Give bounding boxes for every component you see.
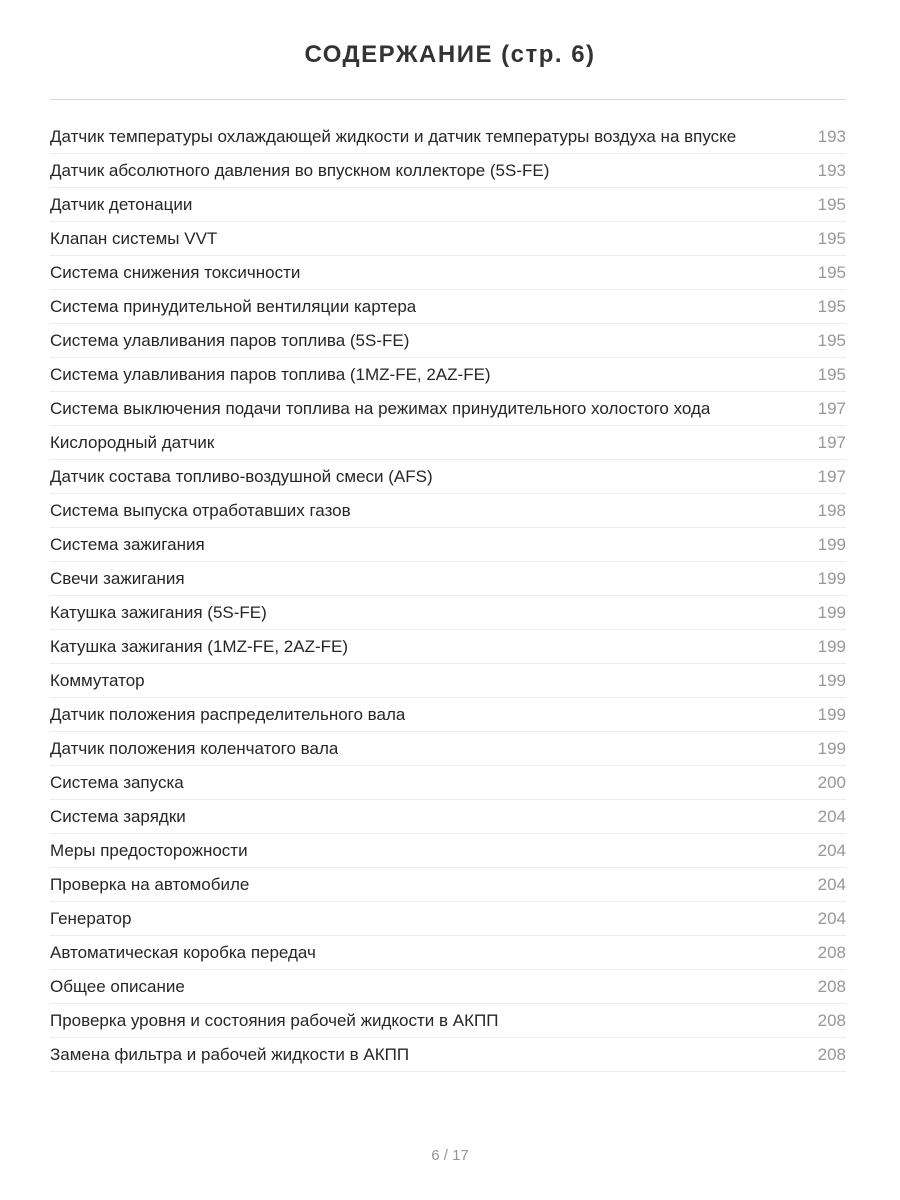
toc-entry-label: Система снижения токсичности — [50, 262, 301, 282]
toc-row — [50, 120, 846, 154]
toc-row — [50, 392, 846, 426]
toc-entry-page: 199 — [817, 568, 846, 588]
toc-entry-page: 208 — [817, 1044, 846, 1064]
toc-entry-label: Система выпуска отработавших газов — [50, 500, 351, 520]
toc-entry-page: 204 — [817, 874, 846, 894]
toc-entry-label: Система принудительной вентиляции картера — [50, 296, 417, 316]
toc-row — [50, 902, 846, 936]
title-divider — [50, 99, 846, 100]
toc-entry-page: 204 — [817, 908, 846, 928]
toc-entry-label: Клапан системы VVT — [50, 228, 218, 248]
toc-entry-label: Проверка на автомобиле — [50, 874, 250, 894]
toc-row — [50, 562, 846, 596]
toc-entry-label: Система зажигания — [50, 534, 205, 554]
toc-entry-label: Система зарядки — [50, 806, 186, 826]
toc-row — [50, 800, 846, 834]
toc-entry-label: Система улавливания паров топлива (5S-FE) — [50, 330, 410, 350]
toc-row — [50, 528, 846, 562]
toc-row — [50, 222, 846, 256]
page-indicator: 6 / 17 — [431, 1147, 469, 1164]
toc-entry-label: Замена фильтра и рабочей жидкости в АКПП — [50, 1044, 410, 1064]
toc-entry-page: 198 — [817, 500, 846, 520]
toc-row — [50, 766, 846, 800]
toc-entry-label: Датчик температуры охлаждающей жидкости и датчик температуры воздуха на впуске — [50, 126, 737, 146]
toc-entry-label: Проверка уровня и состояния рабочей жидкости в АКПП — [50, 1010, 499, 1030]
toc-entry-label: Датчик детонации — [50, 194, 193, 214]
toc-entry-label: Катушка зажигания (1MZ-FE, 2AZ-FE) — [50, 636, 349, 656]
toc-entry-page: 199 — [817, 704, 846, 724]
toc-row — [50, 460, 846, 494]
toc-entry-page: 208 — [817, 1010, 846, 1030]
toc-row — [50, 936, 846, 970]
toc-entry-page: 197 — [817, 398, 846, 418]
toc-entry-label: Коммутатор — [50, 670, 145, 690]
toc-entry-label: Датчик положения коленчатого вала — [50, 738, 339, 758]
toc-entry-page: 199 — [817, 738, 846, 758]
toc-entry-label: Автоматическая коробка передач — [50, 942, 316, 962]
toc-entry-page: 200 — [817, 772, 846, 792]
toc-entry-label: Датчик абсолютного давления во впускном коллекторе (5S-FE) — [50, 160, 550, 180]
toc-entry-label: Система выключения подачи топлива на режимах принудительного холостого хода — [50, 398, 711, 418]
toc-entry-label: Система улавливания паров топлива (1MZ-FE, 2AZ-FE) — [50, 364, 491, 384]
toc-entry-label: Кислородный датчик — [50, 432, 215, 452]
toc-entry-label: Система запуска — [50, 772, 184, 792]
toc-entry-page: 195 — [817, 364, 846, 384]
toc-row — [50, 970, 846, 1004]
toc-row — [50, 698, 846, 732]
toc-row — [50, 596, 846, 630]
toc-entry-label: Свечи зажигания — [50, 568, 185, 588]
toc-row — [50, 494, 846, 528]
toc-entry-page: 199 — [817, 602, 846, 622]
toc-row — [50, 1038, 846, 1072]
toc-entry-page: 204 — [817, 806, 846, 826]
toc-entry-page: 193 — [817, 160, 846, 180]
toc-entry-page: 208 — [817, 976, 846, 996]
toc-entry-page: 197 — [817, 432, 846, 452]
toc-entry-label: Датчик положения распределительного вала — [50, 704, 406, 724]
toc-entry-page: 195 — [817, 330, 846, 350]
toc-row — [50, 426, 846, 460]
toc-entry-page: 197 — [817, 466, 846, 486]
toc-entry-page: 195 — [817, 228, 846, 248]
toc-row — [50, 1004, 846, 1038]
toc-row — [50, 324, 846, 358]
toc-row — [50, 630, 846, 664]
toc-entry-label: Общее описание — [50, 976, 185, 996]
toc-entry-page: 199 — [817, 534, 846, 554]
page-title: СОДЕРЖАНИЕ (стр. 6) — [304, 41, 596, 68]
toc-entry-page: 208 — [817, 942, 846, 962]
toc-row — [50, 664, 846, 698]
toc-entry-label: Меры предосторожности — [50, 840, 248, 860]
toc-row — [50, 188, 846, 222]
toc-entry-page: 204 — [817, 840, 846, 860]
toc-row — [50, 290, 846, 324]
toc-row — [50, 732, 846, 766]
toc-entry-label: Датчик состава топливо-воздушной смеси (AFS) — [50, 466, 433, 486]
toc-entry-page: 195 — [817, 194, 846, 214]
toc-entry-page: 199 — [817, 670, 846, 690]
toc-row — [50, 868, 846, 902]
toc-entry-page: 195 — [817, 296, 846, 316]
toc-row — [50, 154, 846, 188]
toc-list — [50, 120, 846, 1072]
toc-entry-label: Генератор — [50, 908, 132, 928]
toc-row — [50, 358, 846, 392]
toc-entry-page: 193 — [817, 126, 846, 146]
toc-row — [50, 834, 846, 868]
toc-entry-page: 199 — [817, 636, 846, 656]
toc-entry-page: 195 — [817, 262, 846, 282]
toc-entry-label: Катушка зажигания (5S-FE) — [50, 602, 267, 622]
toc-row — [50, 256, 846, 290]
